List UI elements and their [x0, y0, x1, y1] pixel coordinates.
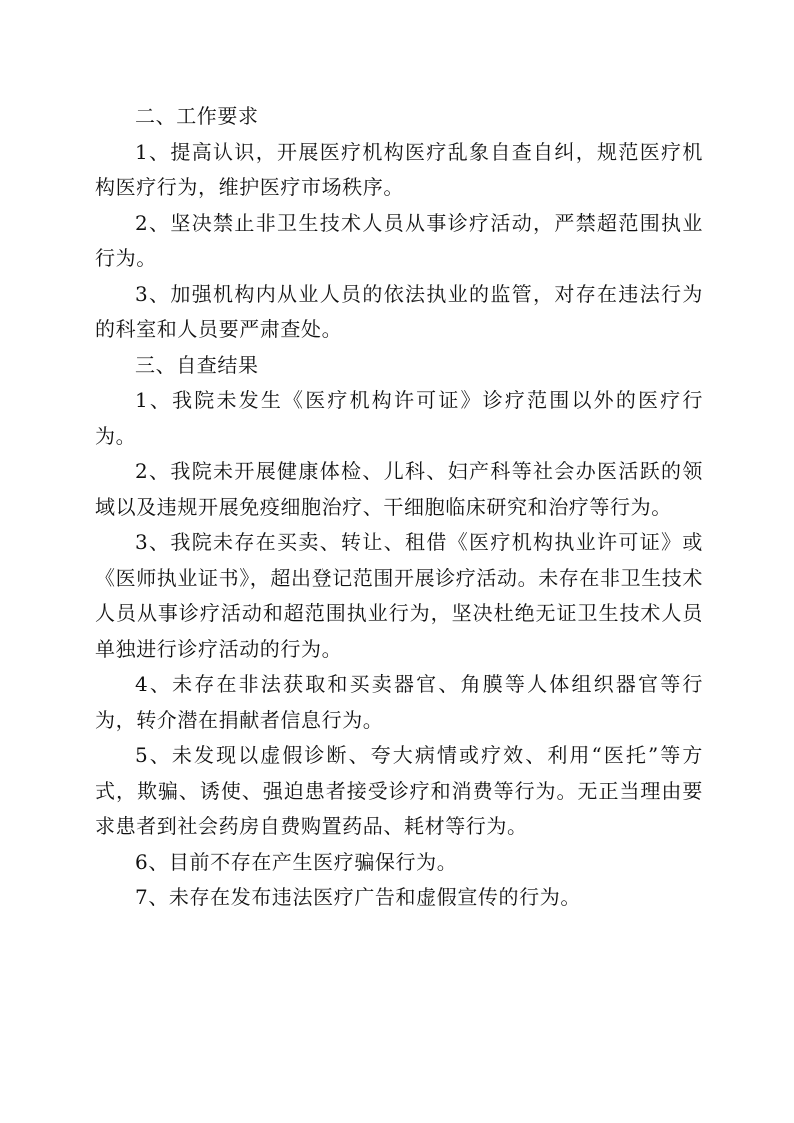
- paragraph-result-4: 4、未存在非法获取和买卖器官、角膜等人体组织器官等行为，转介潜在捐献者信息行为。: [95, 672, 703, 732]
- paragraph-result-1: 1、我院未发生《医疗机构许可证》诊疗范围以外的医疗行为。: [95, 388, 703, 448]
- paragraph-result-7: 7、未存在发布违法医疗广告和虚假宣传的行为。: [135, 885, 581, 909]
- document-body: [95, 99, 703, 916]
- paragraph-requirement-2: 2、坚决禁止非卫生技术人员从事诊疗活动，严禁超范围执业行为。: [95, 210, 703, 270]
- section-heading-work-requirements: 二、工作要求: [135, 104, 259, 128]
- paragraph-result-5: 5、未发现以虚假诊断、夸大病情或疗效、利用“医托”等方式，欺骗、诱使、强迫患者接受诊疗和消费等行为。无正当理由要求患者到社会药房自费购置药品、耗材等行为。: [95, 743, 703, 838]
- paragraph-result-3: 3、我院未存在买卖、转让、租借《医疗机构执业许可证》或《医师执业证书》，超出登记范围开展诊疗活动。未存在非卫生技术人员从事诊疗活动和超范围执业行为，坚决杜绝无证卫生技术人员单独进行诊疗活动的行为。: [95, 530, 703, 661]
- paragraph-result-2: 2、我院未开展健康体检、儿科、妇产科等社会办医活跃的领域以及违规开展免疫细胞治疗、干细胞临床研究和治疗等行为。: [95, 459, 703, 519]
- section-heading-self-check-results: 三、自查结果: [135, 352, 259, 377]
- paragraph-result-6: 6、目前不存在产生医疗骗保行为。: [135, 849, 458, 874]
- paragraph-requirement-1: 1、提高认识，开展医疗机构医疗乱象自查自纠，规范医疗机构医疗行为，维护医疗市场秩序。: [95, 139, 703, 199]
- paragraph-requirement-3: 3、加强机构内从业人员的依法执业的监管，对存在违法行为的科室和人员要严肃查处。: [95, 281, 703, 341]
